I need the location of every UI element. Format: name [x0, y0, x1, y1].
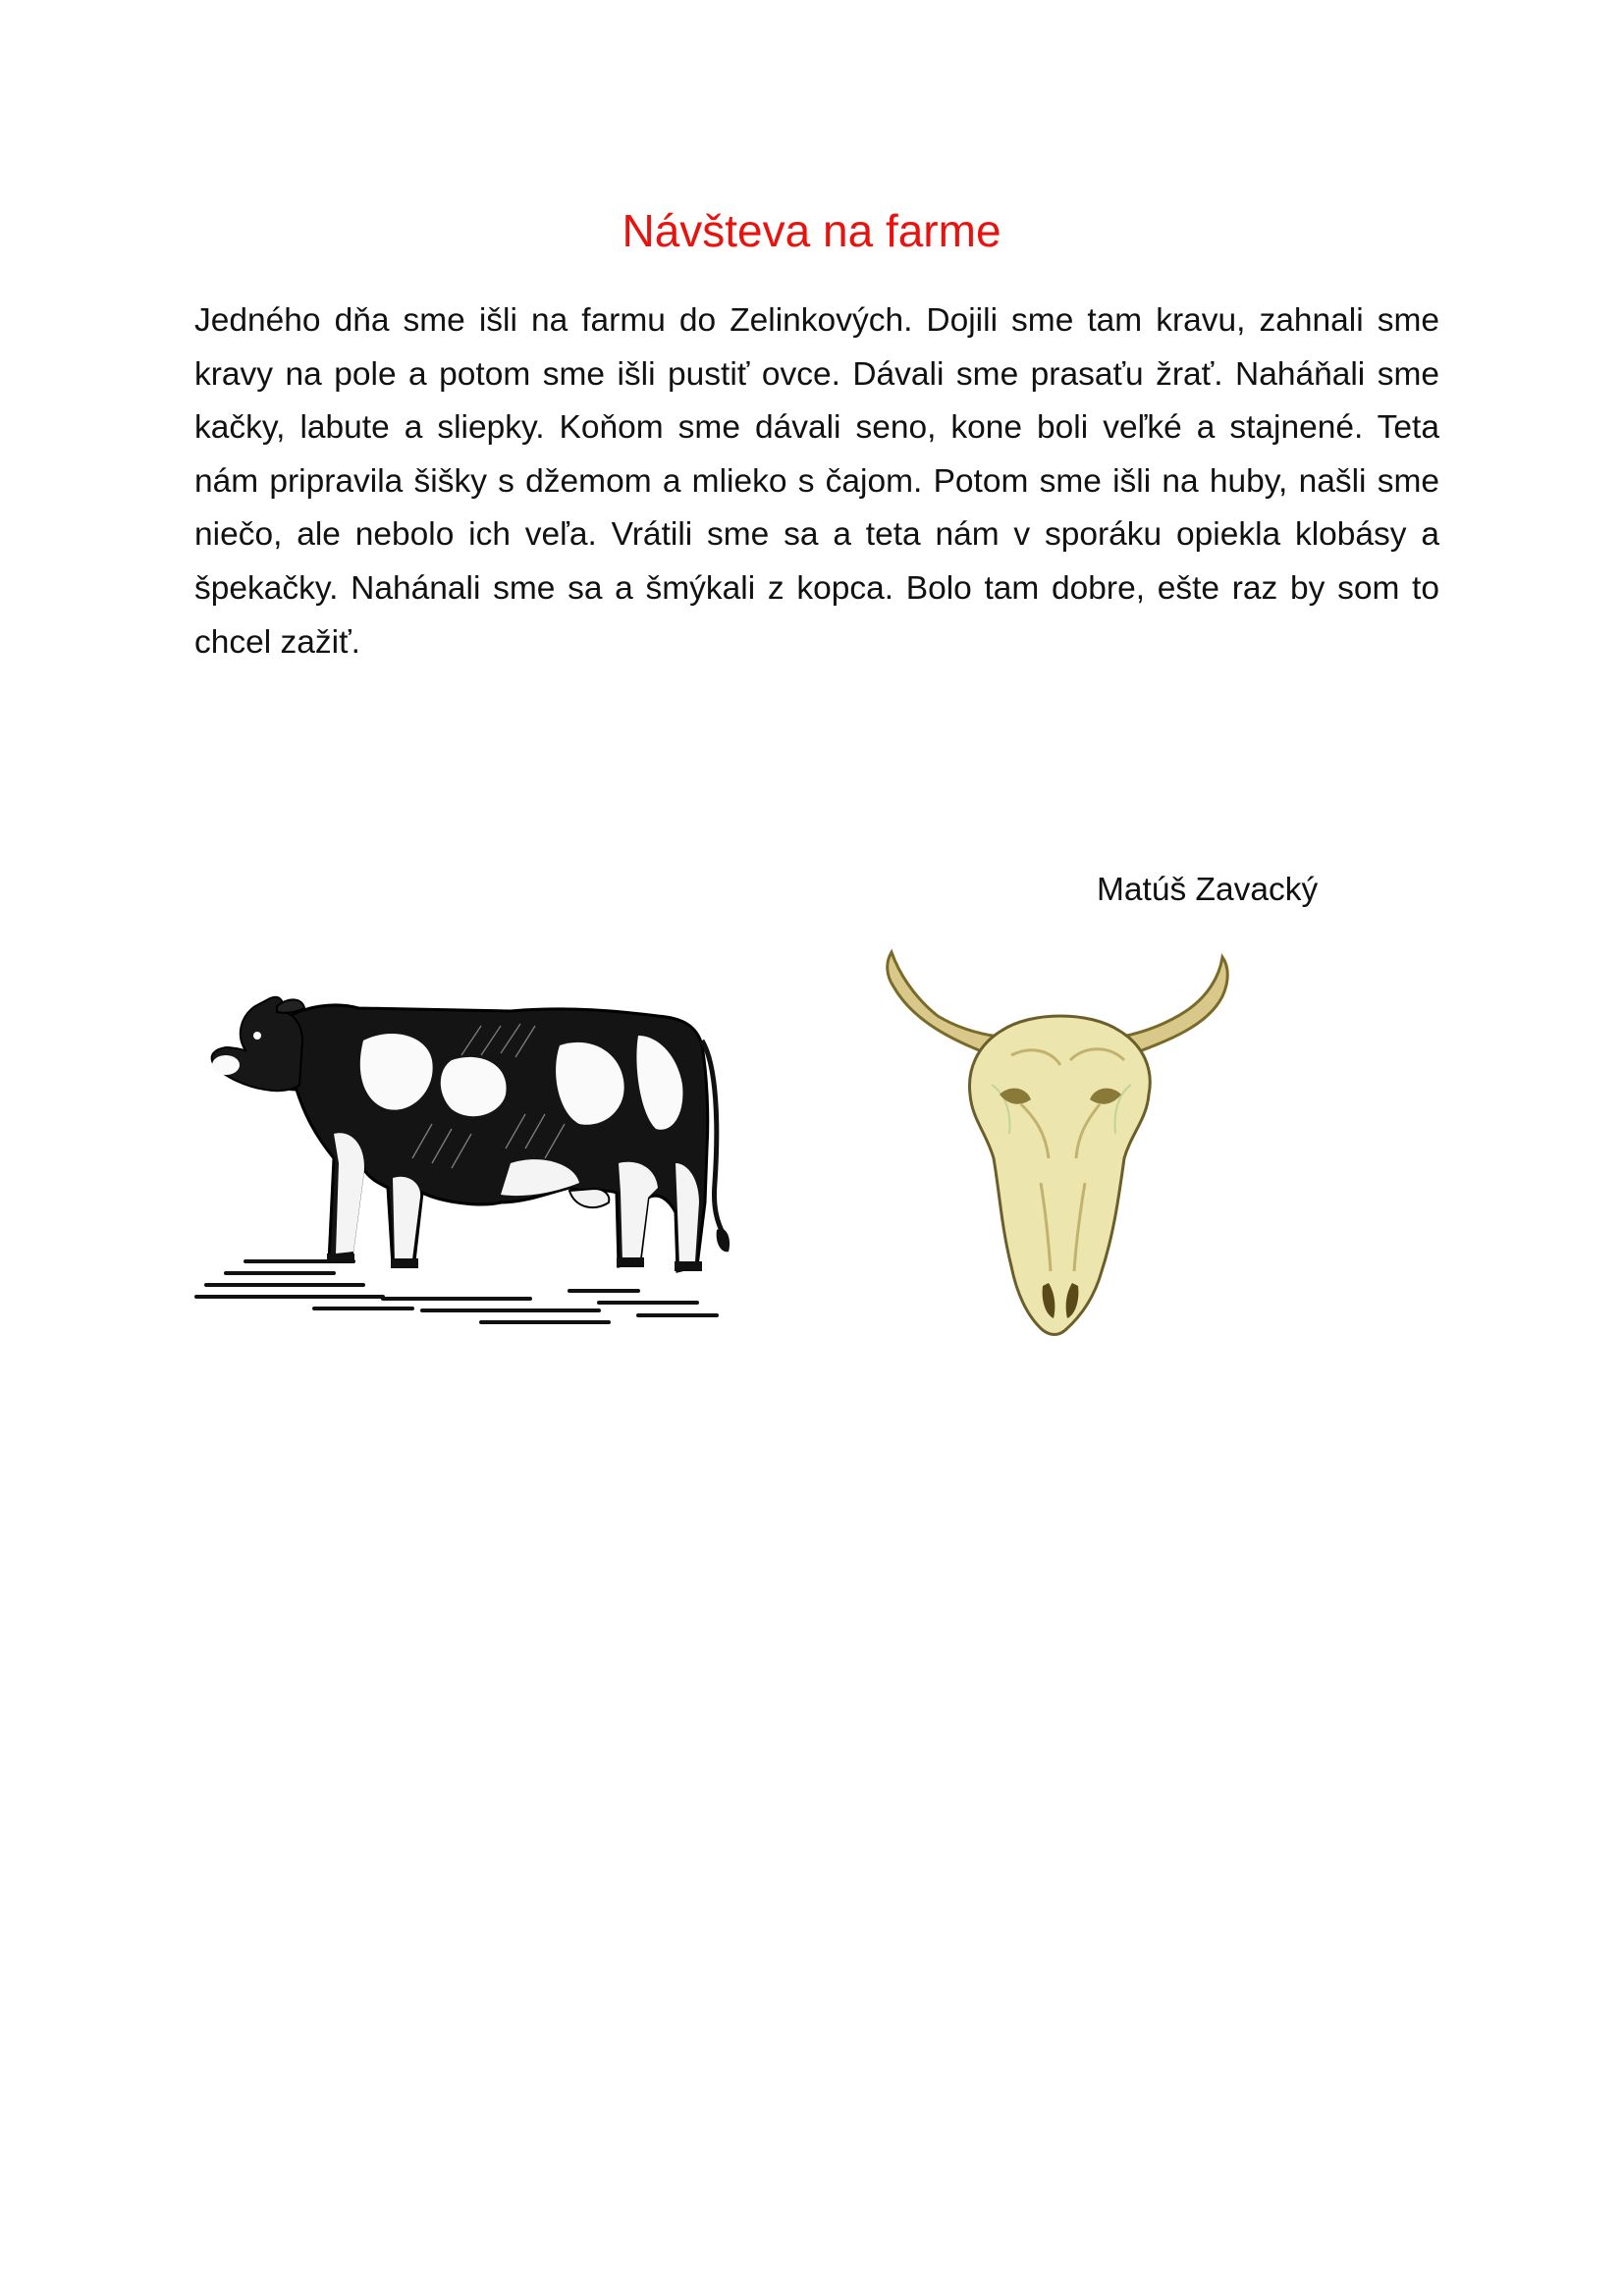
bull-skull-illustration [874, 947, 1247, 1350]
ground-shadow [196, 1261, 717, 1322]
author-name: Matúš Zavacký [1097, 872, 1319, 908]
cow-muzzle [212, 1055, 240, 1075]
cow-hooves [327, 1254, 702, 1271]
cow-patch [334, 1133, 364, 1254]
cow-tail-tuft [717, 1229, 730, 1253]
cow-udder [569, 1189, 609, 1207]
cow-eye [253, 1032, 261, 1040]
cow-patch [619, 1162, 658, 1261]
story-paragraph: Jedného dňa sme išli na farmu do Zelinkových. Dojili sme tam kravu, zahnali sme kravy na pole a potom sme išli pustiť ovce. Dávali sme prasaťu žrať. Naháňali sme kačky, labute a sliepky. Koňom sme dávali seno, kone boli veľké a stajnené. Teta nám pripravila šišky s džemom a mlieko s čajom. Potom sme išli na huby, našli sme niečo, ale nebolo ich veľa. Vrátili sme sa a teta nám v sporáku opiekla klobásy a špekačky. Nahánali sme sa a šmýkali z kopca. Bolo tam dobre, ešte raz by som to chcel zažiť. [194, 302, 1439, 661]
page-title: Návšteva na farme [622, 205, 1001, 256]
cow-illustration [187, 967, 815, 1360]
